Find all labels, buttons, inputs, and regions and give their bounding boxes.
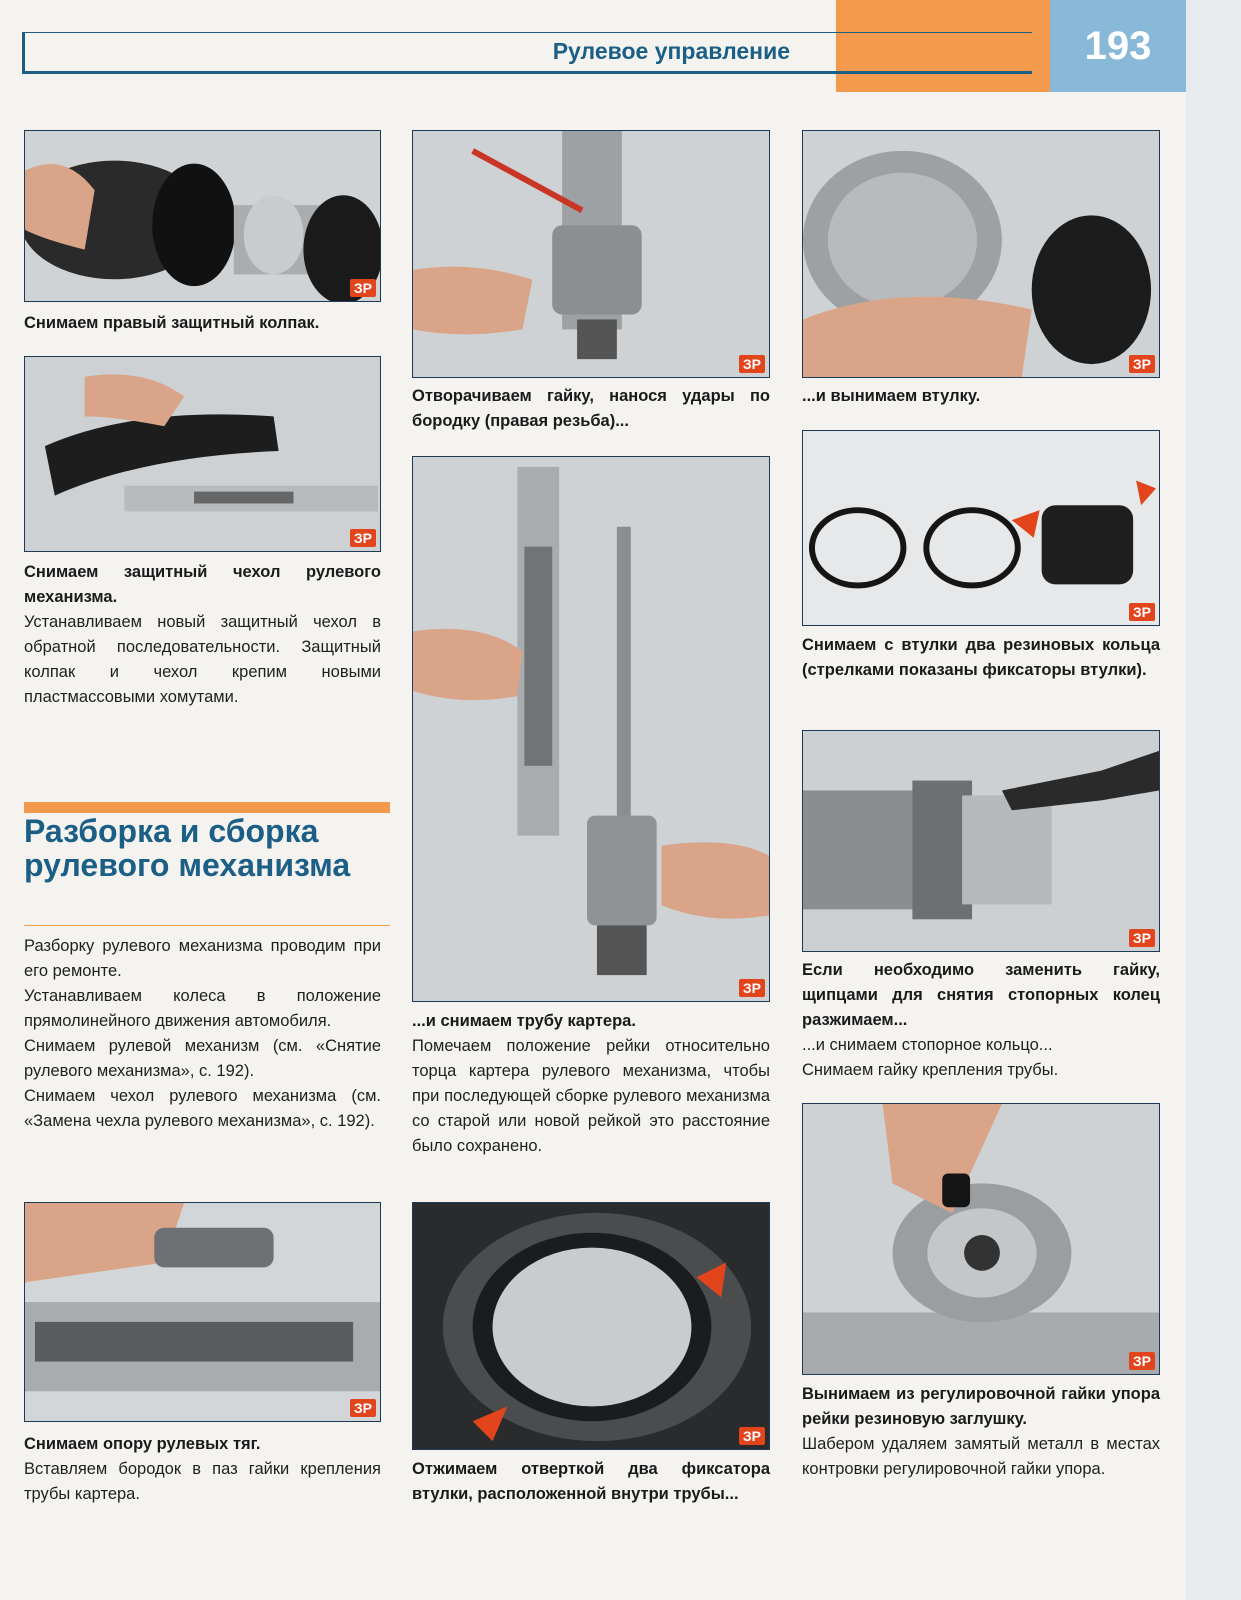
caption-middle-2: ...и снимаем трубу картера.: [412, 1012, 636, 1030]
body-right-1: [802, 1033, 1160, 1083]
caption-right-3: Если необходимо заменить гайку, щипцами для снятия стопорных колец разжимаем...: [802, 961, 1160, 1029]
badge-zr: ЗР: [739, 1427, 765, 1445]
photo-tie-rod-support: [24, 1202, 381, 1422]
body-middle-1: Помечаем положение рейки относительно торца картера рулевого механизма, чтобы при последующей сборке рулевого механизма со старой или новой рейкой это расстояние было сохранено.: [412, 1037, 770, 1155]
body-left-3: Вставляем бородок в паз гайки крепления трубы картера.: [24, 1460, 381, 1503]
badge-zr: ЗР: [1129, 603, 1155, 621]
side-stripe: [1186, 0, 1241, 1600]
badge-zr: ЗР: [1129, 1352, 1155, 1370]
paragraph: Снимаем чехол рулевого механизма (см. «Замена чехла рулевого механизма», с. 192).: [24, 1087, 381, 1130]
section-accent-bar: [24, 802, 390, 813]
photo-bushing-latches: [412, 1202, 770, 1450]
caption-right-2: Снимаем с втулки два резиновых кольца (стрелками показаны фиксаторы втулки).: [802, 636, 1160, 679]
paragraph: ...и снимаем стопорное кольцо...: [802, 1036, 1053, 1054]
caption-left-1: Снимаем правый защитный колпак.: [24, 314, 320, 332]
photo-circlip-pliers: [802, 730, 1160, 952]
caption-left-2: Снимаем защитный чехол рулевого механизма.: [24, 563, 381, 606]
badge-zr: ЗР: [350, 1399, 376, 1417]
badge-zr: ЗР: [739, 355, 765, 373]
body-left-2: [24, 934, 381, 1134]
body-right-2: Шабером удаляем замятый металл в местах контровки регулировочной гайки упора.: [802, 1435, 1160, 1478]
section-title: Разборка и сборка рулевого механизма: [24, 813, 351, 883]
badge-zr: ЗР: [739, 979, 765, 997]
badge-zr: ЗР: [350, 529, 376, 547]
badge-zr: ЗР: [1129, 355, 1155, 373]
paragraph: Снимаем рулевой механизм (см. «Снятие рулевого механизма», с. 192).: [24, 1037, 381, 1080]
caption-left-3: Снимаем опору рулевых тяг.: [24, 1435, 261, 1453]
badge-zr: ЗР: [350, 279, 376, 297]
photo-rubber-rings: [802, 430, 1160, 626]
caption-middle-3: Отжимаем отверткой два фиксатора втулки, расположенной внутри трубы...: [412, 1460, 770, 1503]
caption-right-1: ...и вынимаем втулку.: [802, 387, 981, 405]
section-divider: [24, 925, 390, 926]
photo-right-cap: [24, 130, 381, 302]
caption-right-4: Вынимаем из регулировочной гайки упора рейки резиновую заглушку.: [802, 1385, 1160, 1428]
photo-rubber-plug: [802, 1103, 1160, 1375]
paragraph: Устанавливаем колеса в положение прямолинейного движения автомобиля.: [24, 987, 381, 1030]
photo-housing-tube: [412, 456, 770, 1002]
photo-unscrew-nut: [412, 130, 770, 378]
photo-remove-bushing: [802, 130, 1160, 378]
page-number: 193: [1084, 24, 1152, 68]
paragraph: Разборку рулевого механизма проводим при его ремонте.: [24, 937, 381, 980]
body-left-1: Устанавливаем новый защитный чехол в обратной последовательности. Защитный колпак и чехол крепим новыми пластмассовыми хомутами.: [24, 613, 381, 706]
caption-middle-1: Отворачиваем гайку, нанося удары по бородку (правая резьба)...: [412, 387, 770, 430]
paragraph: Снимаем гайку крепления трубы.: [802, 1061, 1059, 1079]
badge-zr: ЗР: [1129, 929, 1155, 947]
section-header-title: Рулевое управление: [552, 38, 790, 64]
photo-boot: [24, 356, 381, 552]
